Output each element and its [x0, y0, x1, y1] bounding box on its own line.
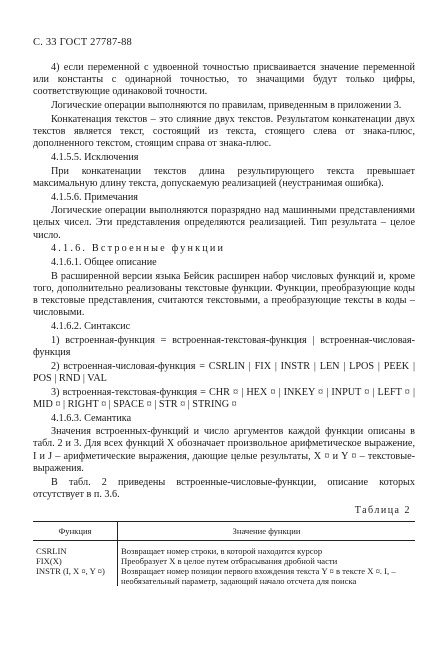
syntax-rule: 2) встроенная-числовая-функция = CSRLIN | FIX | INSTR | LEN | LPOS | PEEK | POS | RND | VAL	[33, 360, 415, 384]
section-heading: 4.1.6.2. Синтаксис	[51, 321, 131, 333]
paragraph: 4) если переменной с удвоенной точностью присваивается значение переменной или константы с одинарной точностью, то значащими будут только цифры, соответствующие одинаковой точности.	[33, 62, 415, 98]
section-heading: 4.1.6.3. Семантика	[51, 412, 132, 424]
page-body	[33, 62, 415, 586]
table-row	[33, 566, 415, 586]
paragraph: В табл. 2 приведены встроенные-числовые-функции, описание которых отсутствует в п. 3.6.	[33, 476, 415, 500]
section-heading: 4.1.5.5. Исключения	[51, 151, 139, 163]
functions-table	[33, 521, 415, 586]
page-header: С. 33 ГОСТ 27787-88	[33, 37, 132, 48]
table-header-row	[33, 521, 415, 540]
function-name-cell: FIX(X)	[33, 556, 118, 566]
section-heading: 4.1.5.6. Примечания	[51, 191, 138, 203]
section-heading: 4.1.6. Встроенные функции	[51, 243, 226, 255]
table-row	[33, 540, 415, 556]
paragraph: Логические операции выполняются по правилам, приведенным в приложении 3.	[51, 100, 402, 112]
function-description-cell: Возвращает номер строки, в которой находится курсор	[121, 545, 323, 556]
table-row	[33, 556, 415, 566]
function-description-cell: Преобразует X в целое путем отбрасывания дробной части	[121, 555, 338, 566]
syntax-rule: 1) встроенная-функция = встроенная-текстовая-функция | встроенная-числовая-функция	[33, 334, 415, 358]
section-heading: 4.1.6.1. Общее описание	[51, 257, 157, 269]
table-caption: Таблица 2	[354, 504, 411, 516]
paragraph: Значения встроенных-функций и число аргументов каждой функции описаны в табл. 2 и 3. Для всех функций X обозначает произвольное арифметическое выражение, I и J – арифметические выражения, дающие целые результаты, X ¤ и Y ¤ – текстовые-выражения.	[33, 426, 415, 474]
function-name-cell: CSRLIN	[33, 540, 118, 556]
paragraph: Конкатенация текстов – это слияние двух текстов. Результатом конкатенации двух текстов является текст, состоящий из текста, стоящего слева от знака-плюс, дополненного текстом, стоящим справа от знака-плюс.	[33, 113, 415, 150]
paragraph: В расширенной версии языка Бейсик расширен набор числовых функций и, кроме того, дополнительно реализованы текстовые функции. Функции, преобразующие коды в текстовые представления, считаются текстовыми, а преобразующие тексты в коды – числовыми.	[33, 270, 415, 319]
function-description-cell: Возвращает номер позиции первого вхождения текста Y ¤ в тексте X ¤. I, – необязательный параметр, задающий начало отсчета для поиска	[121, 565, 396, 586]
column-header: Значение функции	[118, 521, 416, 540]
syntax-rule: 3) встроенная-текстовая-функция = CHR ¤ | HEX ¤ | INKEY ¤ | INPUT ¤ | LEFT ¤ | MID ¤ | RIGHT ¤ | SPACE ¤ | STR ¤ | STRING ¤	[33, 386, 415, 410]
function-name-cell: INSTR (I, X ¤, Y ¤)	[33, 566, 118, 586]
paragraph: Логические операции выполняются поразрядно над машинными представлениями целых чисел. Эти представления определяются реализацией. Тип результата – целое число.	[33, 205, 415, 241]
column-header: Функция	[33, 521, 118, 540]
paragraph: При конкатенации текстов длина результирующего текста превышает максимальную длину текста, допускаемую реализацией (неустранимая ошибка).	[33, 165, 415, 189]
